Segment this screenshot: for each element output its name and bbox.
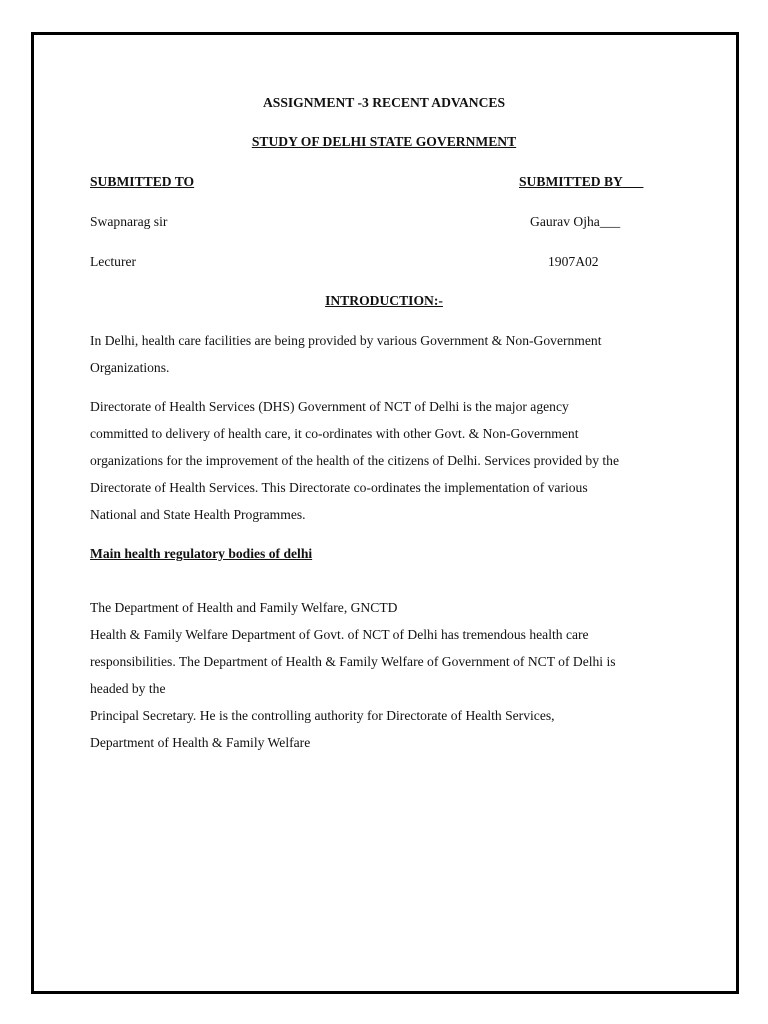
paragraph-line: National and State Health Programmes. [90, 507, 306, 522]
recipient-role: Lecturer [90, 254, 137, 269]
author-id: 1907A02 [548, 254, 599, 269]
intro-paragraph-1 [90, 327, 690, 381]
recipient-name: Swapnarag sir [90, 214, 168, 229]
paragraph-line: Principal Secretary. He is the controlling authority for Directorate of Health Services, [90, 708, 555, 723]
submitted-by-trail: ___ [622, 174, 644, 189]
paragraph-line: In Delhi, health care facilities are being provided by various Government & Non-Government [90, 333, 602, 348]
paragraph-line: The Department of Health and Family Welfare, GNCTD [90, 600, 398, 615]
paragraph-line: organizations for the improvement of the health of the citizens of Delhi. Services provided by the [90, 453, 619, 468]
paragraph-line: Health & Family Welfare Department of Govt. of NCT of Delhi has tremendous health care [90, 627, 589, 642]
paragraph-line: committed to delivery of health care, it co-ordinates with other Govt. & Non-Government [90, 426, 579, 441]
paragraph-line: Department of Health & Family Welfare [90, 735, 311, 750]
assignment-title: ASSIGNMENT -3 RECENT ADVANCES [262, 95, 506, 110]
intro-heading: INTRODUCTION:- [325, 293, 443, 308]
submitted-to-label: SUBMITTED TO [90, 174, 195, 189]
author-name: Gaurav Ojha___ [530, 214, 621, 229]
paragraph-line: responsibilities. The Department of Health & Family Welfare of Government of NCT of Delhi is [90, 654, 616, 669]
document-subtitle: STUDY OF DELHI STATE GOVERNMENT [251, 134, 517, 149]
paragraph-line: headed by the [90, 681, 166, 696]
section-paragraph [90, 594, 690, 756]
intro-paragraph-2 [90, 393, 690, 528]
paragraph-line: Directorate of Health Services. This Directorate co-ordinates the implementation of various [90, 480, 588, 495]
submitted-by-label: SUBMITTED BY [519, 174, 623, 189]
paragraph-line: Organizations. [90, 360, 170, 375]
submitted-by-heading [519, 174, 643, 190]
paragraph-line: Directorate of Health Services (DHS) Government of NCT of Delhi is the major agency [90, 399, 569, 414]
section-heading: Main health regulatory bodies of delhi [90, 546, 313, 561]
